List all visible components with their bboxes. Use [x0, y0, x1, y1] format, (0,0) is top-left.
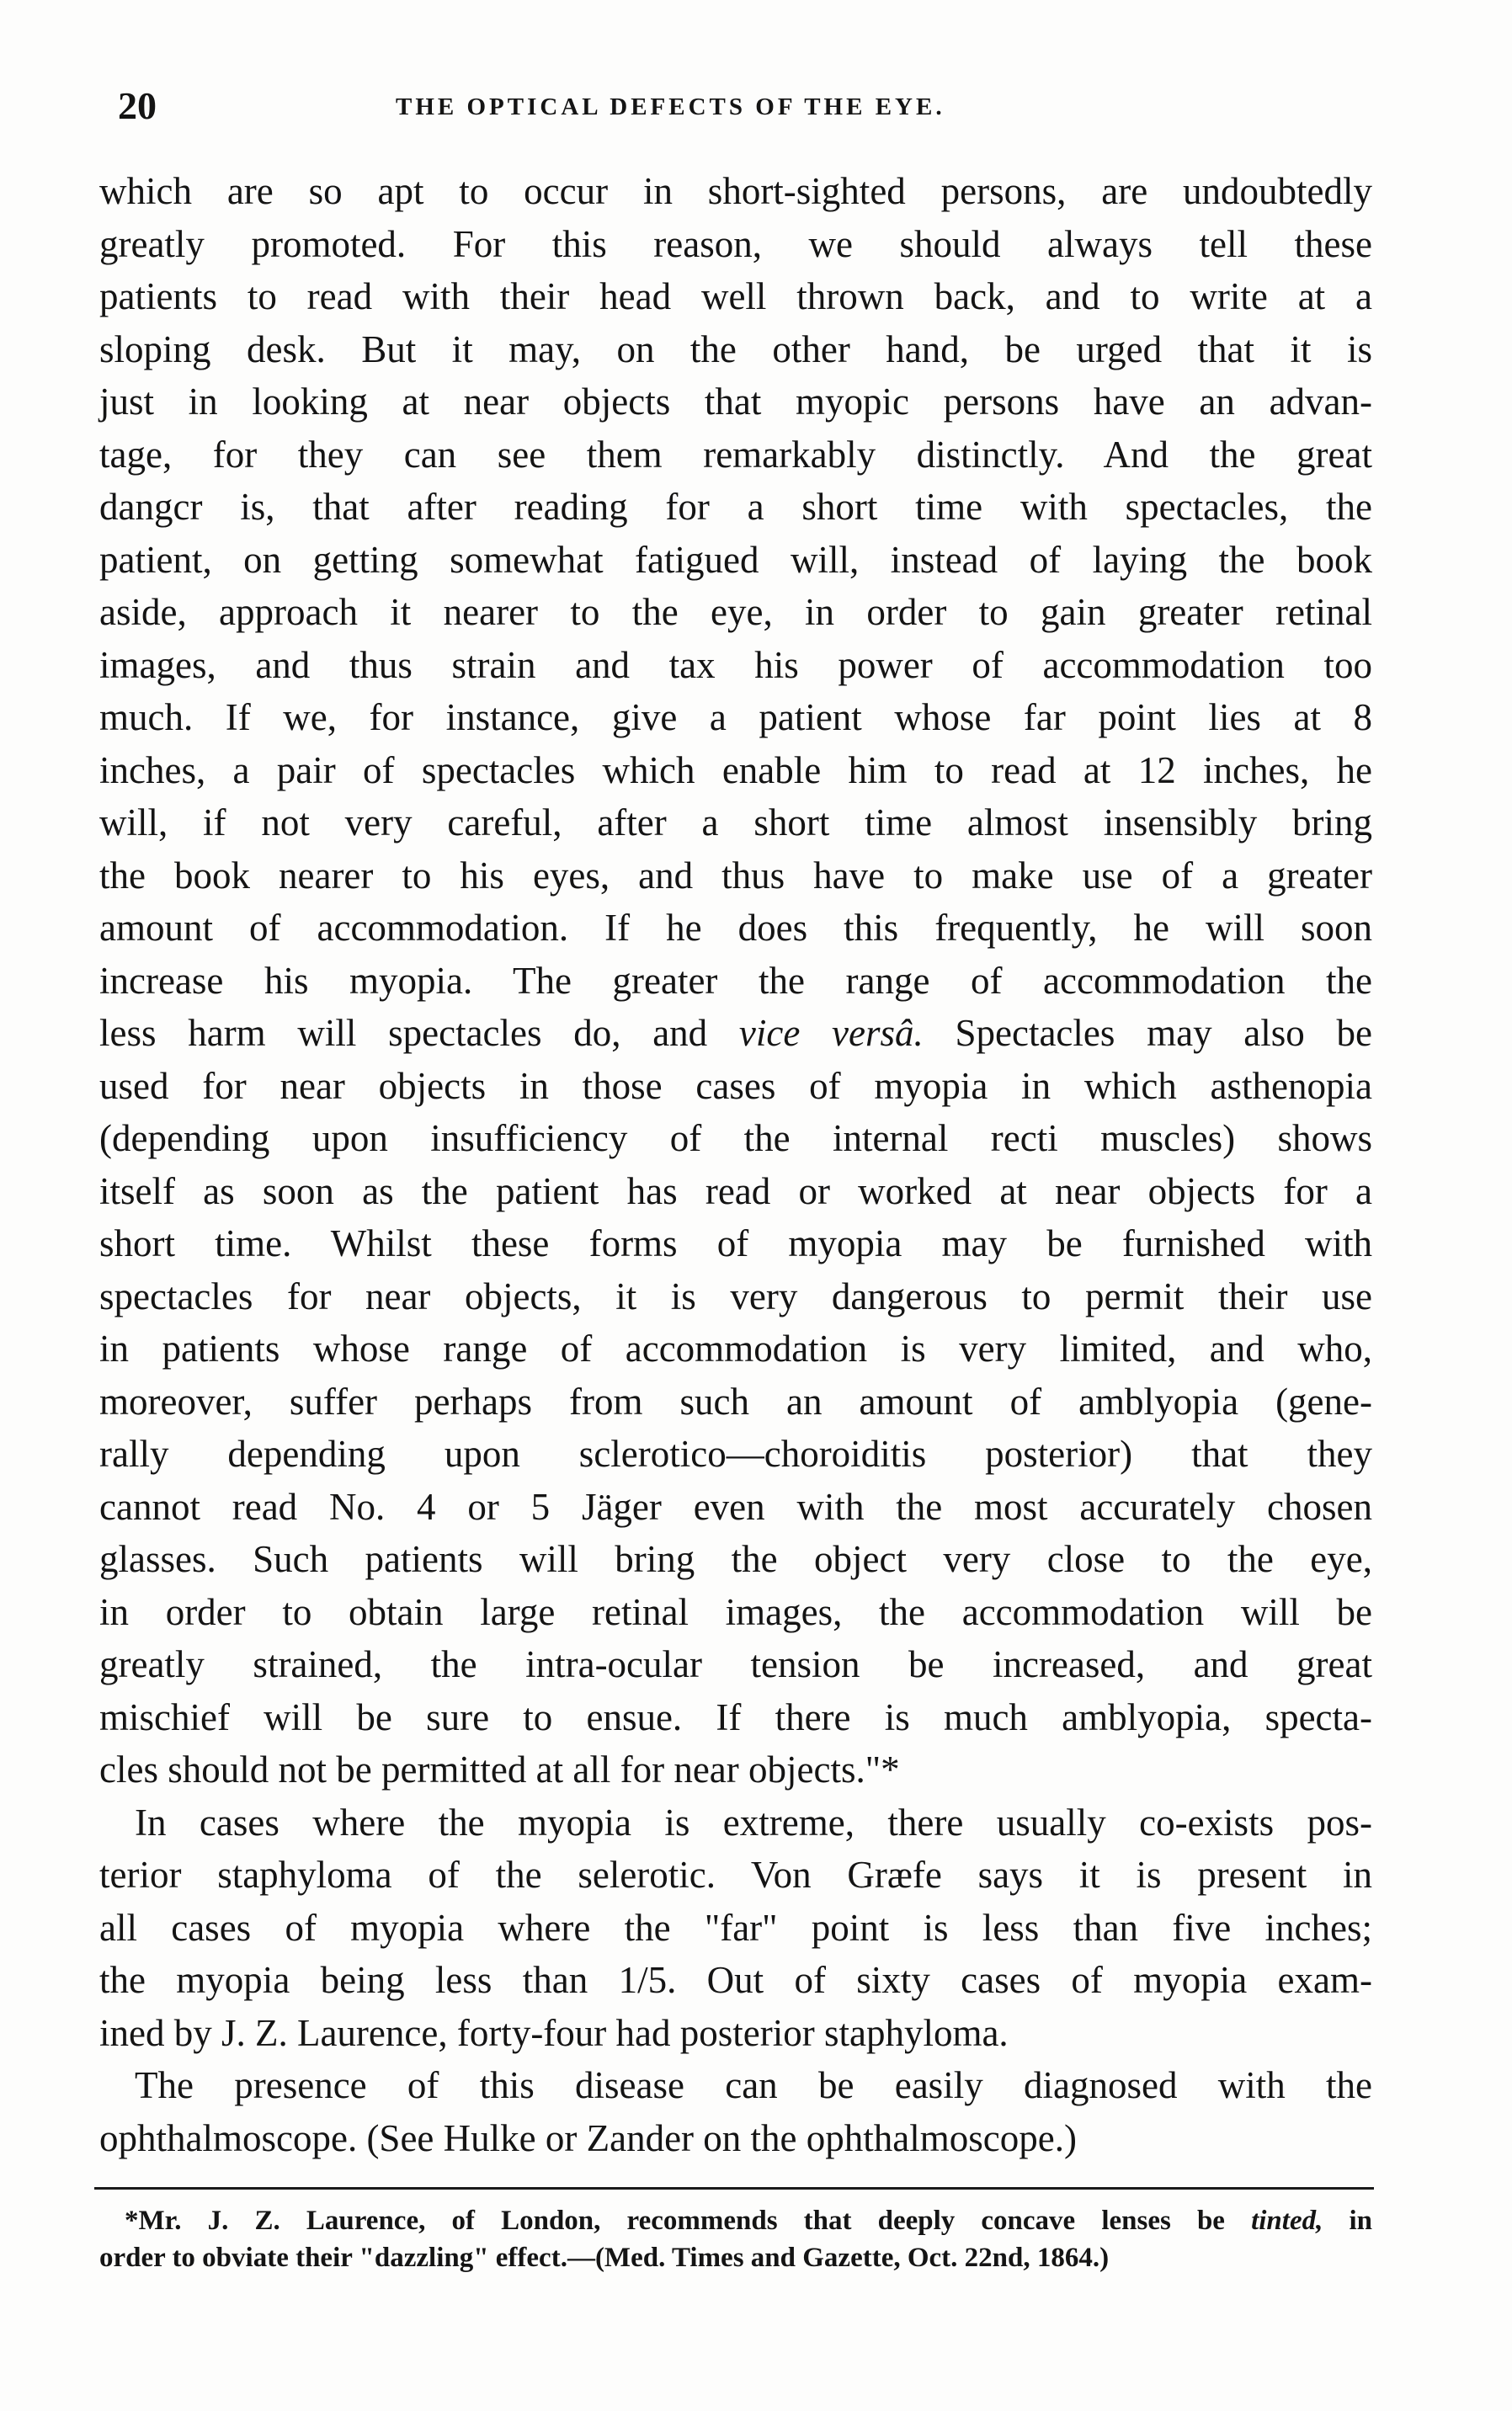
text-line: cles should not be permitted at all for near objects."* [99, 1748, 900, 1791]
italic-phrase: vice versâ. [738, 1012, 924, 1054]
text-line: inches, a pair of spectacles which enable him to read at 12 inches, he [99, 748, 1372, 791]
body-text [99, 165, 1372, 2164]
footnote-italic: tinted, [1251, 2206, 1323, 2236]
text-line: rally depending upon sclerotico—choroiditis posterior) that they [99, 1433, 1372, 1475]
footnote-line: order to obviate their "dazzling" effect.—(Med. Times and Gazette, Oct. 22nd, 1864.) [99, 2243, 1110, 2273]
text-line: short time. Whilst these forms of myopia may be furnished with [99, 1222, 1372, 1264]
text-line: cannot read No. 4 or 5 Jäger even with the most accurately chosen [99, 1485, 1372, 1528]
text-line: ophthalmoscope. (See Hulke or Zander on the ophthalmoscope.) [99, 2116, 1077, 2159]
text-line: greatly promoted. For this reason, we should always tell these [99, 222, 1372, 265]
text-segment: less harm will spectacles do, and [99, 1012, 708, 1054]
running-title: THE OPTICAL DEFECTS OF THE EYE. [396, 93, 945, 120]
text-line: just in looking at near objects that myopic persons have an advan- [99, 381, 1372, 423]
text-line: mischief will be sure to ensue. If there is much amblyopia, specta- [99, 1695, 1372, 1738]
footnote-line [99, 2202, 1372, 2239]
text-line: itself as soon as the patient has read or worked at near objects for a [99, 1169, 1372, 1212]
text-line: much. If we, for instance, give a patient whose far point lies at 8 [99, 696, 1372, 738]
text-line: the myopia being less than 1/5. Out of sixty cases of myopia exam- [99, 1959, 1372, 2001]
footnote-text: *Mr. J. Z. Laurence, of London, recommends that deeply concave lenses be [125, 2206, 1225, 2236]
footnote-rule [94, 2187, 1374, 2190]
page-number: 20 [118, 84, 157, 127]
text-line: amount of accommodation. If he does this frequently, he will soon [99, 907, 1372, 949]
paragraph-start-line: The presence of this disease can be easily diagnosed with the [135, 2064, 1372, 2106]
text-line: dangcr is, that after reading for a short time with spectacles, the [99, 486, 1372, 528]
text-line: aside, approach it nearer to the eye, in order to gain greater retinal [99, 591, 1372, 633]
text-line: patients to read with their head well thrown back, and to write at a [99, 275, 1372, 317]
text-line: tage, for they can see them remarkably distinctly. And the great [99, 433, 1372, 476]
paragraph-start-line: In cases where the myopia is extreme, there usually co-exists pos- [135, 1801, 1372, 1844]
text-line: sloping desk. But it may, on the other hand, be urged that it is [99, 327, 1372, 370]
text-line: spectacles for near objects, it is very dangerous to permit their use [99, 1275, 1372, 1317]
text-line: glasses. Such patients will bring the object very close to the eye, [99, 1538, 1372, 1580]
text-line: will, if not very careful, after a short time almost insensibly bring [99, 801, 1372, 844]
text-line: in order to obtain large retinal images, the accommodation will be [99, 1590, 1372, 1633]
text-line: in patients whose range of accommodation is very limited, and who, [99, 1328, 1372, 1370]
text-line: (depending upon insufficiency of the internal recti muscles) shows [99, 1117, 1372, 1159]
text-line: used for near objects in those cases of myopia in which asthenopia [99, 1064, 1372, 1107]
text-line: ined by J. Z. Laurence, forty-four had posterior staphyloma. [99, 2011, 1009, 2054]
text-line: terior staphyloma of the selerotic. Von Græfe says it is present in [99, 1854, 1372, 1896]
text-line: which are so apt to occur in short-sighted persons, are undoubtedly [99, 170, 1372, 212]
footnote [99, 2202, 1372, 2276]
text-line: greatly strained, the intra-ocular tension be increased, and great [99, 1643, 1372, 1685]
text-segment: Spectacles may also be [955, 1012, 1372, 1054]
text-line: increase his myopia. The greater the range of accommodation the [99, 959, 1372, 1002]
text-line: images, and thus strain and tax his power of accommodation too [99, 643, 1372, 686]
text-line: the book nearer to his eyes, and thus have to make use of a greater [99, 854, 1372, 897]
text-line: moreover, suffer perhaps from such an amount of amblyopia (gene- [99, 1380, 1372, 1423]
footnote-text: in [1349, 2206, 1373, 2236]
text-line-mixed [99, 1007, 1372, 1060]
text-line: all cases of myopia where the "far" point is less than five inches; [99, 1906, 1372, 1949]
page-header [118, 81, 1381, 131]
text-line: patient, on getting somewhat fatigued will, instead of laying the book [99, 538, 1372, 581]
